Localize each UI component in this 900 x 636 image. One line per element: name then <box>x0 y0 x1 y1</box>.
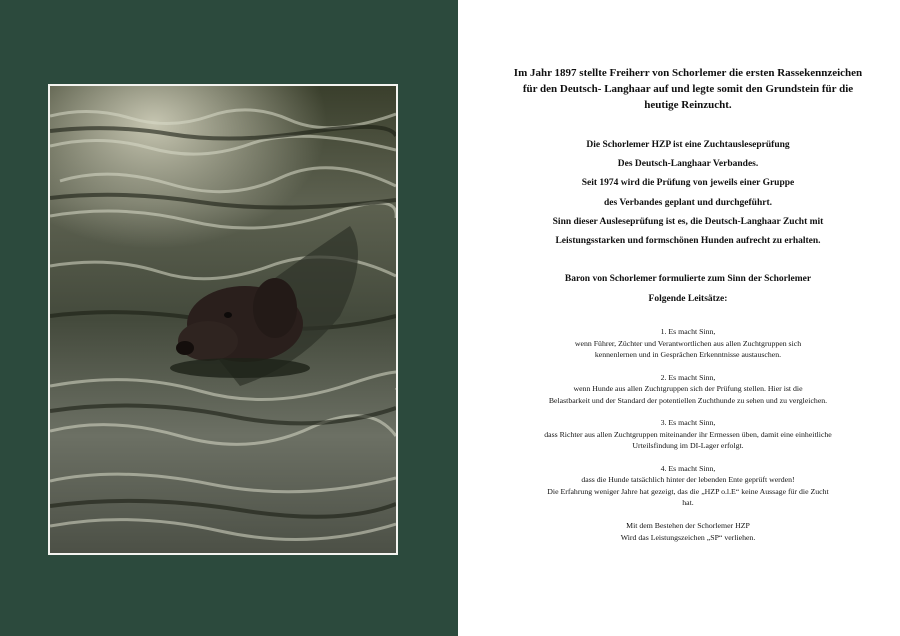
principle-heading: 3. Es macht Sinn, <box>660 418 716 427</box>
closing-line: Wird das Leistungszeichen „SP“ verliehen. <box>620 532 756 542</box>
right-panel <box>458 0 900 636</box>
principle-item <box>500 463 876 509</box>
principle-line: Urteilsfindung im DI-Lager erfolgt. <box>632 441 744 450</box>
baron-line: Baron von Schorlemer formulierte zum Sinn der Schorlemer <box>564 274 812 284</box>
baron-paragraph <box>500 269 876 309</box>
principle-line: hat. <box>682 498 694 507</box>
swimming-dog-photo <box>50 86 396 553</box>
principle-heading: 4. Es macht Sinn, <box>660 463 716 473</box>
hzp-line: des Verbandes geplant und durchgeführt. <box>604 197 772 208</box>
intro-line: Im Jahr 1897 stellte Freiherr von Schorlemer die ersten Rassekennzeichen <box>513 67 863 79</box>
principle-line: dass die Hunde tatsächlich hinter der lebenden Ente geprüft werden! <box>581 475 795 484</box>
hzp-line: Sinn dieser Ausleseprüfung ist es, die Deutsch-Langhaar Zucht mit <box>552 216 824 227</box>
hzp-line: Die Schorlemer HZP ist eine Zuchtausleseprüfung <box>586 140 790 150</box>
principle-line: Die Erfahrung weniger Jahre hat gezeigt, das die „HZP o.l.E“ keine Aussage für die Zucht <box>547 486 829 496</box>
intro-paragraph <box>500 65 876 113</box>
closing-line: Mit dem Bestehen der Schorlemer HZP <box>626 521 750 530</box>
principle-item <box>500 326 876 361</box>
photo-frame <box>48 84 398 555</box>
baron-line: Folgende Leitsätze: <box>648 294 728 304</box>
principle-heading: 2. Es macht Sinn, <box>660 372 716 382</box>
principles-list <box>500 326 876 520</box>
hzp-line: Seit 1974 wird die Prüfung von jeweils einer Gruppe <box>581 178 795 189</box>
hzp-line: Leistungsstarken und formschönen Hunden aufrecht zu erhalten. <box>555 236 821 247</box>
principle-line: wenn Führer, Züchter und Verantwortlichen aus allen Zuchtgruppen sich <box>574 338 802 348</box>
principle-heading: 1. Es macht Sinn, <box>660 327 716 336</box>
intro-line: für den Deutsch- Langhaar auf und legte somit den Grundstein für die <box>522 83 854 95</box>
intro-line: heutige Reinzucht. <box>644 99 732 111</box>
principle-item <box>500 372 876 407</box>
principle-line: Belastbarkeit und der Standard der potentiellen Zuchthunde zu sehen und zu vergleichen. <box>548 395 828 405</box>
principle-item <box>500 417 876 452</box>
hzp-paragraph <box>500 136 876 251</box>
principle-line: kennenlernen und in Gesprächen Erkenntnisse austauschen. <box>594 350 782 359</box>
principle-line: dass Richter aus allen Zuchtgruppen miteinander ihr Ermessen üben, damit eine einheitliche <box>544 429 832 439</box>
principle-line: wenn Hunde aus allen Zuchtgruppen sich der Prüfung stellen. Hier ist die <box>573 384 803 393</box>
hzp-line: Des Deutsch-Langhaar Verbandes. <box>617 159 759 170</box>
closing-paragraph <box>500 520 876 543</box>
